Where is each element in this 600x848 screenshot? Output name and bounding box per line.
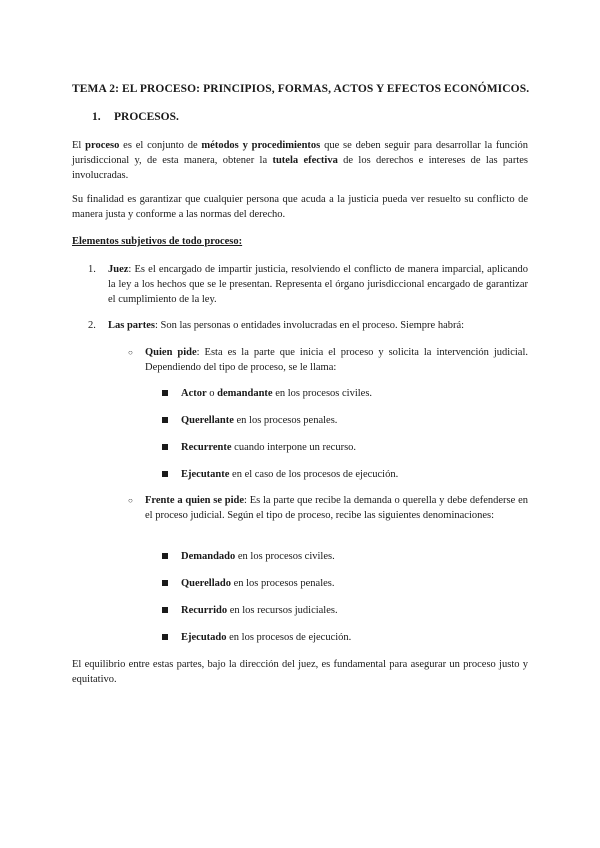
list-item: Recurrente cuando interpone un recurso. <box>181 440 356 455</box>
list-item: Recurrido en los recursos judiciales. <box>181 603 338 618</box>
purpose-paragraph: Su finalidad es garantizar que cualquier persona que acuda a la justicia pueda ver resuelto su conflicto de manera justa y conforme a las normas del derecho. <box>72 194 528 221</box>
list-item-partes: 2. Las partes: Son las personas o entidades involucradas en el proceso. Siempre habrá: <box>108 318 528 333</box>
square-bullet-icon <box>162 607 168 613</box>
circle-bullet-icon: ○ <box>128 348 133 357</box>
square-bullet-icon <box>162 444 168 450</box>
square-bullet-icon <box>162 417 168 423</box>
square-bullet-icon <box>162 390 168 396</box>
list-item: Actor o demandante en los procesos civiles. <box>181 386 372 401</box>
square-bullet-icon <box>162 580 168 586</box>
subheading: Elementos subjetivos de todo proceso: <box>72 236 243 247</box>
list-item: Demandado en los procesos civiles. <box>181 549 335 564</box>
closing-paragraph: El equilibrio entre estas partes, bajo la dirección del juez, es fundamental para asegurar un proceso justo y equitativo. <box>72 659 528 686</box>
term-metodos: métodos y procedimientos <box>201 140 321 151</box>
list-item: Querellado en los procesos penales. <box>181 576 335 591</box>
section-number: 1. <box>92 111 101 123</box>
list-item-juez: 1. Juez: Es el encargado de impartir justicia, resolviendo el conflicto de manera imparcial, aplicando la ley a los hechos que se le presentan. Representa el órgano jurisdiccional encargado de garantizar el cumplimiento de la ley. <box>88 264 528 306</box>
list-item: Ejecutado en los procesos de ejecución. <box>181 630 351 645</box>
bullet-quien-pide: ○ Quien pide: Esta es la parte que inicia el proceso y solicita la intervención judicial. Dependiendo del tipo de proceso, se le llama: <box>128 347 529 374</box>
list-number: 1. <box>88 264 96 275</box>
section-heading <box>92 111 179 123</box>
square-bullet-icon <box>162 471 168 477</box>
section-label: PROCESOS. <box>114 111 179 123</box>
list-number: 2. <box>88 320 96 331</box>
bullet-frente-a-quien: ○ Frente a quien se pide: Es la parte que recibe la demanda o querella y debe defenderse en el proceso judicial. Según el tipo de proceso, recibe las siguientes denominaciones: <box>128 495 528 522</box>
page-title: TEMA 2: EL PROCESO: PRINCIPIOS, FORMAS, ACTOS Y EFECTOS ECONÓMICOS. <box>72 83 530 95</box>
square-bullet-icon <box>162 553 168 559</box>
circle-bullet-icon: ○ <box>128 496 133 505</box>
list-item: Querellante en los procesos penales. <box>181 413 337 428</box>
list-item: Ejecutante en el caso de los procesos de ejecución. <box>181 467 398 482</box>
term-proceso: proceso <box>85 140 120 151</box>
term-tutela: tutela efectiva <box>272 155 338 167</box>
intro-paragraph: El proceso es el conjunto de métodos y procedimientos que se deben seguir para desarrollar la función jurisdiccional y, de esta manera, obtener la tutela efectiva de los derechos e intereses de las partes involucradas. <box>72 140 529 182</box>
square-bullet-icon <box>162 634 168 640</box>
